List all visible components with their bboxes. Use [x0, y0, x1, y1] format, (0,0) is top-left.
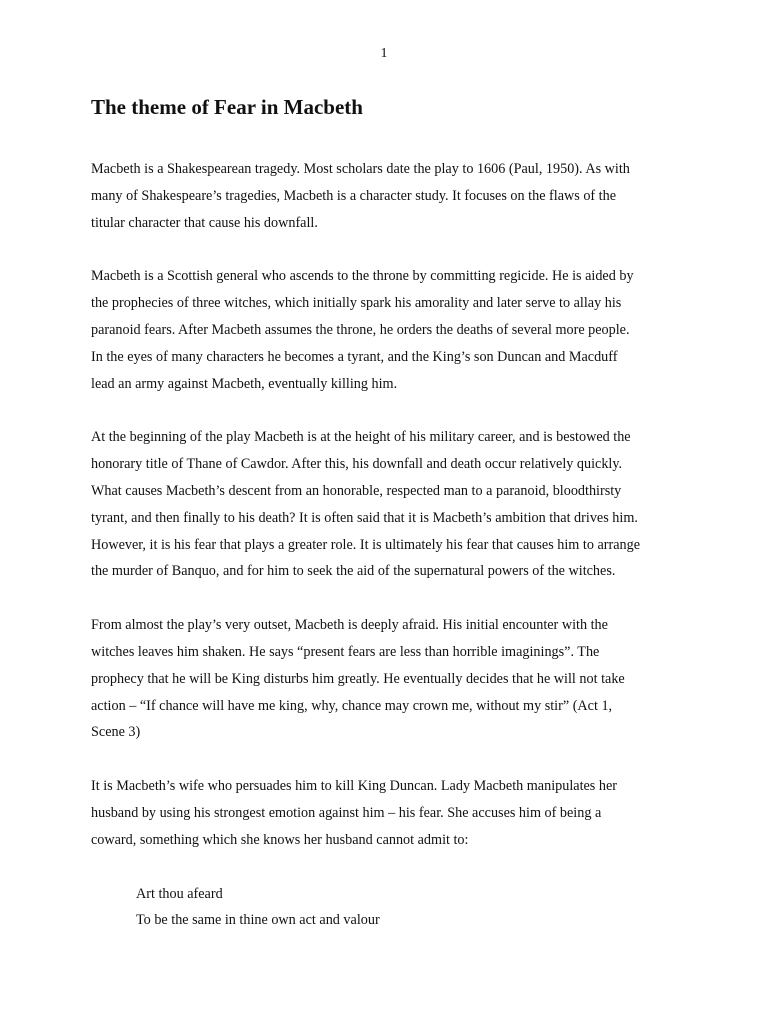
- document-body: [91, 156, 691, 934]
- block-quote: [91, 881, 691, 935]
- page-number-text: 1: [380, 46, 388, 61]
- quote-line-2: To be the same in thine own act and valour: [136, 912, 380, 929]
- paragraph-5: It is Macbeth’s wife who persuades him to kill King Duncan. Lady Macbeth manipulates her husband by using his strongest emotion against him – his fear. She accuses him of being a coward, something which she knows her husband cannot admit to:: [91, 778, 617, 848]
- paragraph-2: Macbeth is a Scottish general who ascends to the throne by committing regicide. He is aided by the prophecies of three witches, which initially spark his amorality and later serve to allay his paranoid fears. After Macbeth assumes the throne, he orders the deaths of several more people. In the eyes of many characters he becomes a tyrant, and the King’s son Duncan and Macduff lead an army against Macbeth, eventually killing him.: [91, 268, 634, 392]
- paragraph-3: At the beginning of the play Macbeth is at the height of his military career, and is bestowed the honorary title of Thane of Cawdor. After this, his downfall and death occur relatively quickly. What causes Macbeth’s descent from an honorable, respected man to a paranoid, bloodthirsty tyrant, and then finally to his death? It is often said that it is Macbeth’s ambition that drives him. However, it is his fear that plays a greater role. It is ultimately his fear that causes him to arrange the murder of Banquo, and for him to seek the aid of the supernatural powers of the witches.: [91, 429, 641, 580]
- paragraph-4: From almost the play’s very outset, Macbeth is deeply afraid. His initial encounter with the witches leaves him shaken. He says “present fears are less than horrible imaginings”. The prophecy that he will be King disturbs him greatly. He eventually decides that he will not take action – “If chance will have me king, why, chance may crown me, without my stir” (Act 1, Scene 3): [91, 617, 625, 741]
- quote-line-1: Art thou afeard: [136, 885, 223, 902]
- document-title: The theme of Fear in Macbeth: [91, 95, 363, 119]
- page-number: [0, 45, 768, 63]
- paragraph-1: Macbeth is a Shakespearean tragedy. Most scholars date the play to 1606 (Paul, 1950). As with many of Shakespeare’s tragedies, Macbeth is a character study. It focuses on the flaws of the titular character that cause his downfall.: [91, 161, 630, 231]
